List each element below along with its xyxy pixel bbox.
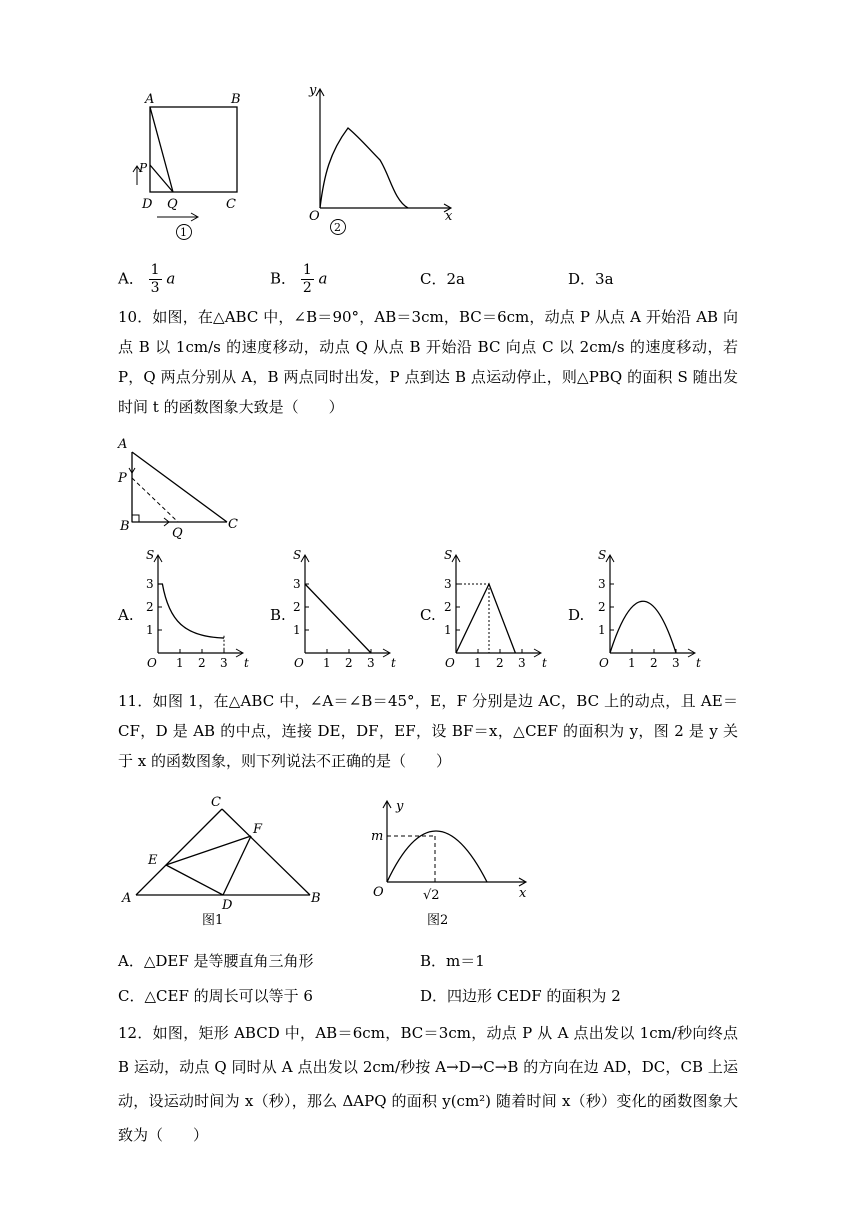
x-tick-label: 2 [345,656,353,670]
y-tick-label: 3 [293,577,301,591]
q10-option-d[interactable]: D. [568,606,585,624]
axis-y-label: y [309,83,317,98]
q9-option-a[interactable]: A． $\frac{1}{3}$ a [118,262,176,296]
m-label: m [371,829,384,844]
y-tick-label: 3 [444,577,452,591]
q10-option-b[interactable]: B. [270,606,286,624]
x-tick-label: 1 [176,656,184,670]
axis-x-label: t [542,656,547,670]
q10-option-c[interactable]: C. [420,606,436,624]
x-tick-label: 2 [496,656,504,670]
graph-curve [456,584,515,653]
origin-label: O [373,885,384,900]
axis-y-label: y [396,799,404,814]
axis-x-label: x [445,209,453,224]
y-tick-label: 1 [146,623,154,637]
sqrt2-label: √2 [423,888,440,903]
q11-figure-2 [365,792,535,932]
x-tick-label: 3 [518,656,526,670]
y-tick-label: 3 [598,577,606,591]
point-label-q: Q [167,197,178,212]
point-label-a: A [122,891,132,906]
point-label-d: D [222,898,233,913]
axis-y-label: S [444,548,453,562]
axis-x-label: t [391,656,396,670]
q12-text: 12．如图，矩形 ABCD 中，AB＝6cm，BC＝3cm，动点 P 从 A 点出发以 1cm/秒向终点 B 运动，动点 Q 同时从 A 点出发以 2cm/秒按 A→D→C→B 的方向在边 AD，DC，CB 上运动，设运动时间为 x（秒），那么 ΔAPQ 的面积 y(cm²) 随着时间 x（秒）变化的函数图象大致为（ ） [118,1024,738,1144]
x-tick-label: 2 [198,656,206,670]
q10-text: 10．如图，在△ABC 中，∠B＝90°，AB＝3cm，BC＝6cm，动点 P 从点 A 开始沿 AB 向点 B 以 1cm/s 的速度移动，动点 Q 从点 B 开始沿 BC 向点 C 以 2cm/s 的速度移动，若 P，Q 两点分别从 A，B 两点同时出发，P 点到达 B 点运动停止，则△PBQ 的面积 S 随出发时间 t 的函数图象大致是（ ） [118,308,738,416]
axis-y-label: S [598,548,607,562]
point-label-e: E [148,853,158,868]
origin-label: O [147,656,157,670]
point-label-b: B [231,92,241,107]
x-tick-label: 2 [650,656,658,670]
point-label-c: C [228,517,238,532]
q10-figure-triangle [112,430,247,542]
q11-option-b[interactable]: B．m＝1 [420,952,485,970]
figure-label-1: 1 [180,226,187,239]
x-tick-label: 3 [672,656,680,670]
origin-label: O [294,656,304,670]
y-tick-label: 2 [598,600,606,614]
q10-option-a[interactable]: A. [118,606,134,624]
x-tick-label: 1 [628,656,636,670]
q11-option-c[interactable]: C．△CEF 的周长可以等于 6 [118,987,313,1005]
point-label-f: F [253,822,263,837]
figure-caption-2: 图2 [427,913,449,928]
q9-option-d[interactable]: D．3a [568,270,614,288]
origin-label: O [599,656,609,670]
x-tick-label: 3 [220,656,228,670]
graph-curve [610,601,676,653]
q9-figure-graph [300,80,465,245]
q10-graph-a [138,548,253,673]
x-tick-label: 1 [323,656,331,670]
figure-caption-1: 图1 [202,913,224,928]
y-tick-label: 3 [146,577,154,591]
point-label-a: A [118,437,128,452]
axis-x-label: t [244,656,249,670]
q9-option-b[interactable]: B． $\frac{1}{2}$ a [270,262,328,296]
point-label-p: P [139,161,148,175]
figure-label-2: 2 [334,221,341,234]
point-label-a: A [145,92,155,107]
y-tick-label: 2 [293,600,301,614]
origin-label: O [309,209,320,224]
q11-figure-1 [118,792,333,932]
point-label-b: B [311,891,321,906]
point-label-c: C [226,197,236,212]
point-label-b: B [120,519,130,534]
x-tick-label: 3 [367,656,375,670]
point-label-c: C [211,795,221,810]
point-label-q: Q [172,526,183,541]
y-tick-label: 1 [293,623,301,637]
origin-label: O [445,656,455,670]
q10-graph-b [285,548,400,673]
axis-x-label: x [519,886,527,901]
y-tick-label: 1 [444,623,452,637]
y-tick-label: 2 [444,600,452,614]
q11-option-a[interactable]: A．△DEF 是等腰直角三角形 [118,952,314,970]
q9-figure-square [125,85,260,245]
q10-graph-c [436,548,551,673]
q10-graph-d [590,548,705,673]
q11-text: 11．如图 1，在△ABC 中，∠A＝∠B＝45°，E，F 分别是边 AC，BC 上的动点，且 AE＝CF，D 是 AB 的中点，连接 DE，DF，EF，设 BF＝x，△CEF 的面积为 y，图 2 是 y 关于 x 的函数图象，则下列说法不正确的是（ ） [118,692,738,770]
graph-curve [158,584,224,638]
axis-x-label: t [696,656,701,670]
y-tick-label: 2 [146,600,154,614]
q9-option-c[interactable]: C．2a [420,270,465,288]
x-tick-label: 1 [474,656,482,670]
axis-y-label: S [293,548,302,562]
point-label-d: D [142,197,153,212]
graph-curve [305,584,371,653]
y-tick-label: 1 [598,623,606,637]
q11-option-d[interactable]: D．四边形 CEDF 的面积为 2 [420,987,621,1005]
point-label-p: P [118,471,127,486]
axis-y-label: S [146,548,155,562]
